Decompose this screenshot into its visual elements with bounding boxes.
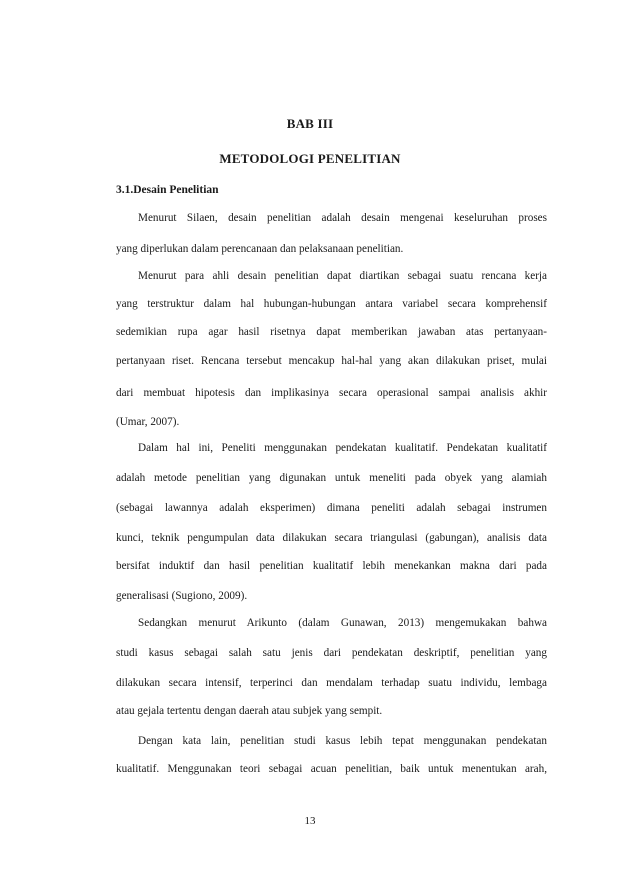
body-line: pertanyaan riset. Rencana tersebut mencakup hal-hal yang akan dilakukan priset, mulai	[116, 355, 547, 367]
page-number: 13	[304, 815, 316, 827]
body-line: dilakukan secara intensif, terperinci dan mendalam terhadap suatu individu, lembaga	[116, 677, 547, 689]
section-heading: 3.1.Desain Penelitian	[116, 184, 219, 196]
body-line: atau gejala tertentu dengan daerah atau subjek yang sempit.	[116, 705, 383, 717]
body-line: kualitatif. Menggunakan teori sebagai acuan penelitian, baik untuk menentukan arah,	[116, 763, 547, 775]
body-line: Sedangkan menurut Arikunto (dalam Gunawan, 2013) mengemukakan bahwa	[138, 617, 547, 629]
body-line: Menurut para ahli desain penelitian dapat diartikan sebagai suatu rencana kerja	[138, 270, 547, 282]
body-line: (Umar, 2007).	[116, 416, 180, 428]
body-line: studi kasus sebagai salah satu jenis dari pendekatan deskriptif, penelitian yang	[116, 647, 547, 659]
body-line: Dengan kata lain, penelitian studi kasus lebih tepat menggunakan pendekatan	[138, 735, 547, 747]
body-line: Dalam hal ini, Peneliti menggunakan pendekatan kualitatif. Pendekatan kualitatif	[138, 442, 547, 454]
body-line: dari membuat hipotesis dan implikasinya secara operasional sampai analisis akhir	[116, 387, 547, 399]
body-line: Menurut Silaen, desain penelitian adalah desain mengenai keseluruhan proses	[138, 212, 547, 224]
body-line: generalisasi (Sugiono, 2009).	[116, 590, 248, 602]
body-line: kunci, teknik pengumpulan data dilakukan secara triangulasi (gabungan), analisis data	[116, 532, 547, 544]
body-line: sedemikian rupa agar hasil risetnya dapat memberikan jawaban atas pertanyaan-	[116, 326, 547, 338]
chapter-title: METODOLOGI PENELITIAN	[219, 151, 401, 166]
body-line: yang terstruktur dalam hal hubungan-hubungan antara variabel secara komprehensif	[116, 298, 547, 310]
body-line: (sebagai lawannya adalah eksperimen) dimana peneliti adalah sebagai instrumen	[116, 502, 547, 514]
chapter-number: BAB III	[286, 116, 334, 131]
body-line: yang diperlukan dalam perencanaan dan pelaksanaan penelitian.	[116, 243, 404, 255]
body-line: bersifat induktif dan hasil penelitian kualitatif lebih menekankan makna dari pada	[116, 560, 547, 572]
body-line: adalah metode penelitian yang digunakan untuk meneliti pada obyek yang alamiah	[116, 472, 547, 484]
